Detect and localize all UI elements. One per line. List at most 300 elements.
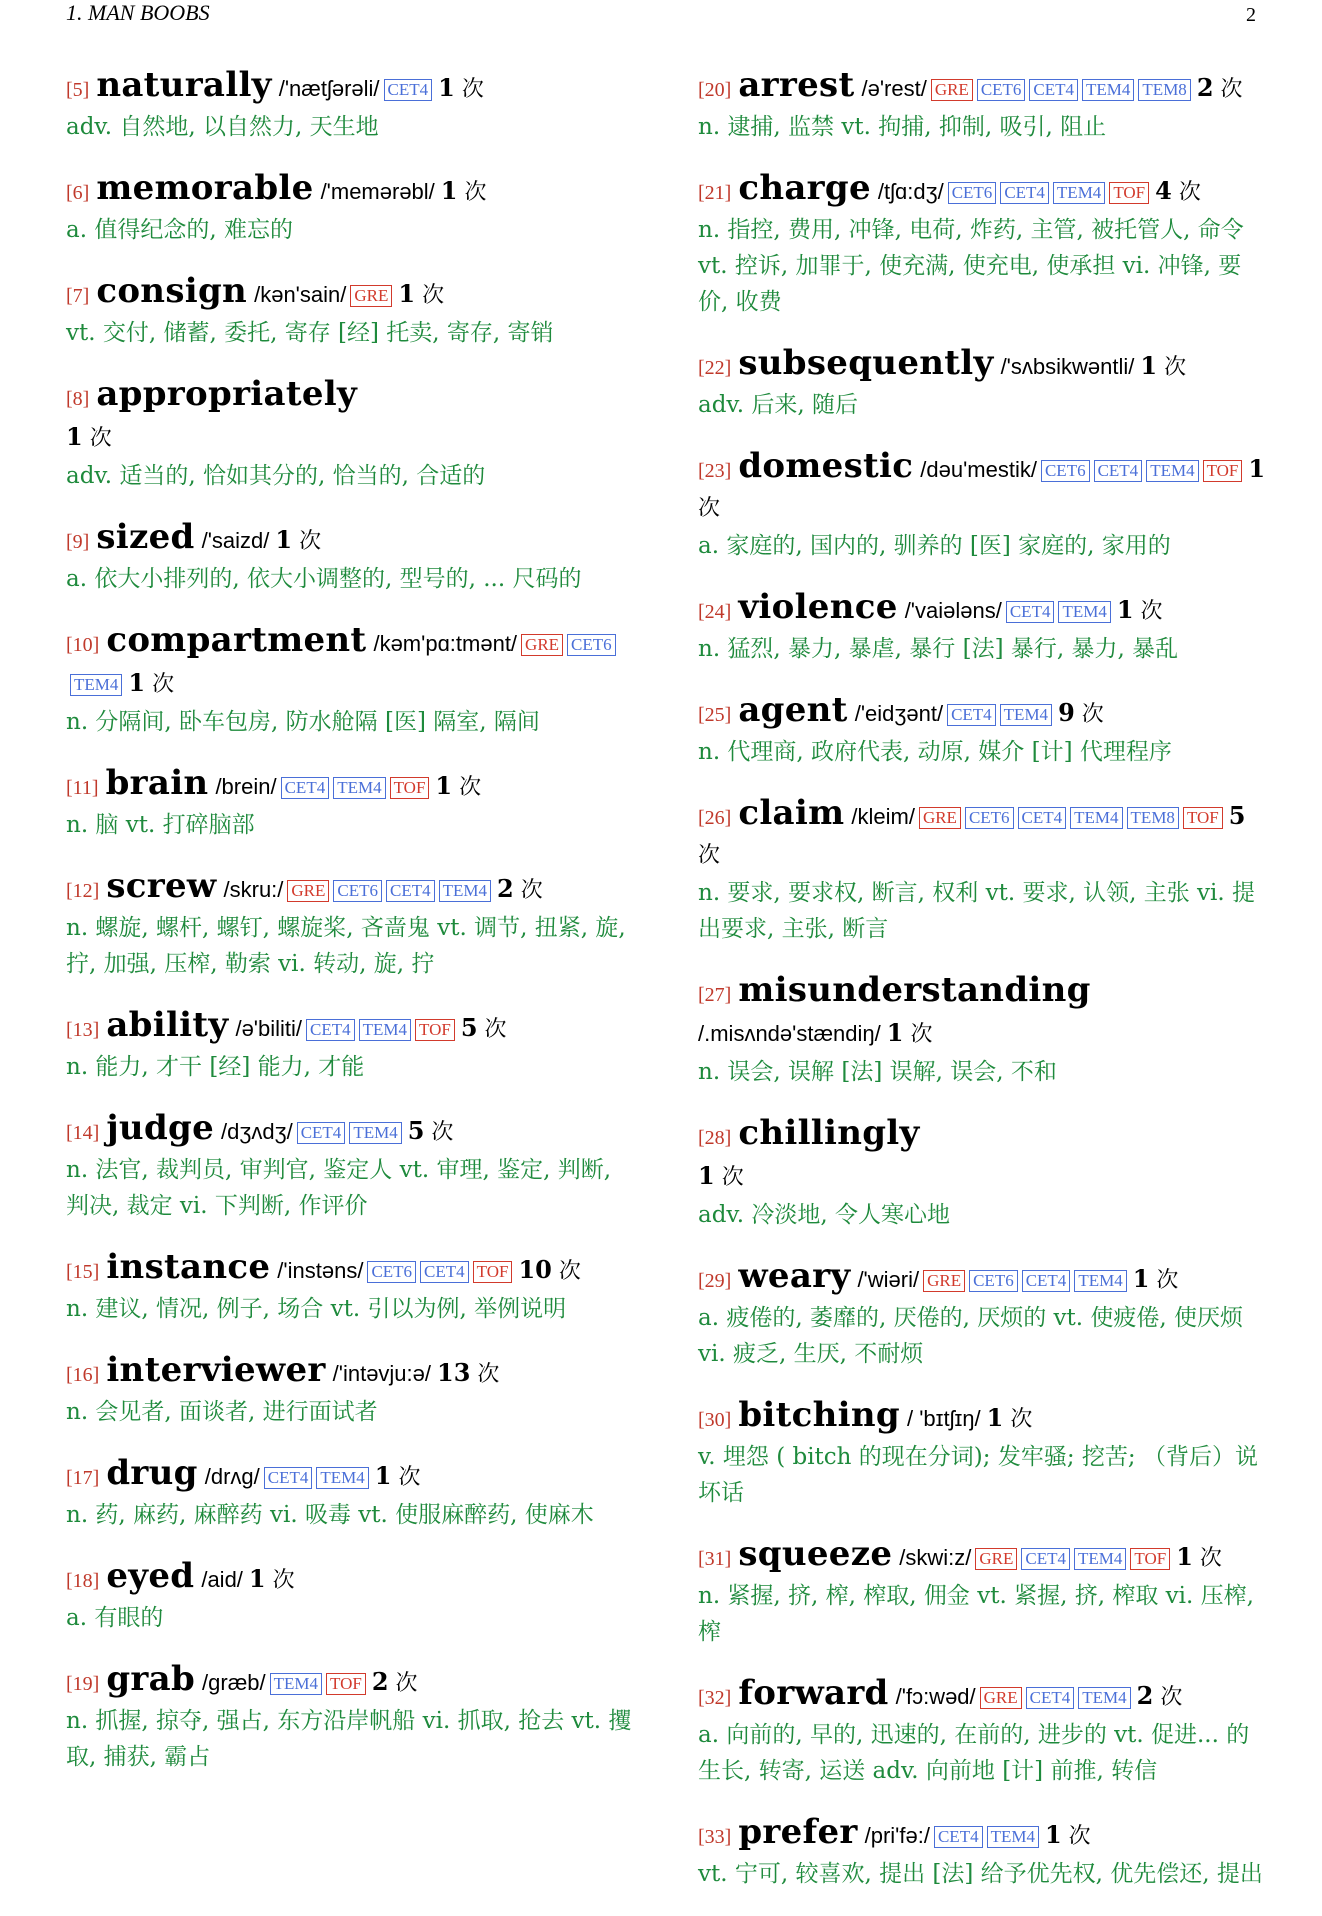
exam-tag: TOF bbox=[326, 1673, 366, 1695]
definition: n. 抓握, 掠夺, 强占, 东方沿岸帆船 vi. 抓取, 抢去 vt. 攫取, 捕获, 霸占 bbox=[66, 1708, 632, 1770]
count-unit: 次 bbox=[1140, 599, 1163, 624]
entry-index: [6] bbox=[66, 182, 90, 204]
entry-head bbox=[698, 169, 1270, 212]
count-number: 1 bbox=[1132, 1264, 1150, 1293]
vocab-entry bbox=[66, 867, 636, 982]
entry-index: [32] bbox=[698, 1687, 732, 1709]
entry-head bbox=[698, 1813, 1270, 1856]
definition: n. 代理商, 政府代表, 动原, 媒介 [计] 代理程序 bbox=[698, 739, 1172, 765]
entry-index: [10] bbox=[66, 634, 100, 656]
definition: adv. 适当的, 恰如其分的, 恰当的, 合适的 bbox=[66, 463, 486, 489]
exam-tag: CET6 bbox=[977, 79, 1026, 101]
exam-tag: CET4 bbox=[1026, 1687, 1075, 1709]
headword: charge bbox=[738, 168, 871, 208]
definition: vt. 宁可, 较喜欢, 提出 [法] 给予优先权, 优先偿还, 提出 bbox=[698, 1861, 1263, 1887]
definition: n. 误会, 误解 [法] 误解, 误会, 不和 bbox=[698, 1059, 1057, 1085]
entry-head bbox=[66, 764, 636, 807]
definition: a. 向前的, 早的, 迅速的, 在前的, 进步的 vt. 促进... 的生长, 转寄, 运送 adv. 向前地 [计] 前推, 转信 bbox=[698, 1722, 1250, 1784]
occurrence-count bbox=[248, 1564, 295, 1593]
vocab-entry bbox=[698, 691, 1270, 770]
exam-tag: GRE bbox=[975, 1548, 1017, 1570]
exam-tag: TOF bbox=[390, 777, 430, 799]
definition: adv. 自然地, 以自然力, 天生地 bbox=[66, 114, 379, 140]
right-column bbox=[698, 66, 1270, 1916]
definition: vt. 交付, 储蓄, 委托, 寄存 [经] 托卖, 寄存, 寄销 bbox=[66, 320, 554, 346]
vocab-entry bbox=[698, 971, 1270, 1090]
count-unit: 次 bbox=[461, 77, 484, 102]
entry-head bbox=[698, 1257, 1270, 1300]
count-number: 1 bbox=[438, 73, 455, 102]
count-number: 1 bbox=[440, 176, 458, 205]
exam-tag: TEM4 bbox=[359, 1019, 411, 1041]
exam-tag: CET4 bbox=[934, 1826, 983, 1848]
count-unit: 次 bbox=[1160, 1685, 1183, 1710]
headword: drug bbox=[106, 1453, 198, 1493]
count-unit: 次 bbox=[1220, 77, 1243, 102]
definition: n. 分隔间, 卧车包房, 防水舱隔 [医] 隔室, 隔间 bbox=[66, 709, 540, 735]
exam-tag: CET4 bbox=[386, 880, 435, 902]
phonetic: /kleim/ bbox=[851, 804, 915, 829]
entry-index: [27] bbox=[698, 984, 732, 1006]
phonetic: /drʌg/ bbox=[204, 1464, 260, 1489]
exam-tag: TEM4 bbox=[1000, 704, 1052, 726]
chapter-title: 1. MAN BOOBS bbox=[66, 0, 210, 25]
headword: forward bbox=[738, 1673, 889, 1713]
vocab-entry bbox=[66, 518, 636, 597]
occurrence-count bbox=[66, 418, 636, 458]
entry-index: [7] bbox=[66, 285, 90, 307]
vocab-entry bbox=[698, 1674, 1270, 1789]
headword: prefer bbox=[738, 1812, 858, 1852]
occurrence-count bbox=[460, 1013, 507, 1042]
headword: ability bbox=[106, 1005, 229, 1045]
occurrence-count bbox=[1044, 1820, 1091, 1849]
vocab-entry bbox=[66, 66, 636, 145]
entry-head bbox=[66, 1248, 636, 1291]
count-unit: 次 bbox=[558, 1259, 581, 1284]
entry-index: [23] bbox=[698, 460, 732, 482]
entry-head bbox=[698, 1396, 1270, 1439]
occurrence-count bbox=[986, 1403, 1033, 1432]
definition: a. 依大小排列的, 依大小调整的, 型号的, ... 尺码的 bbox=[66, 566, 582, 592]
headword: subsequently bbox=[738, 343, 994, 383]
count-number: 4 bbox=[1155, 176, 1172, 205]
exam-tag: TEM4 bbox=[349, 1122, 401, 1144]
phonetic: /kən'sain/ bbox=[254, 282, 347, 307]
exam-tag: CET6 bbox=[367, 1261, 416, 1283]
count-unit: 次 bbox=[520, 878, 543, 903]
count-unit: 次 bbox=[484, 1017, 507, 1042]
definition: n. 紧握, 挤, 榨, 榨取, 佣金 vt. 紧握, 挤, 榨取 vi. 压榨, 榨 bbox=[698, 1583, 1254, 1645]
headword: naturally bbox=[96, 65, 272, 105]
headword: bitching bbox=[738, 1395, 900, 1435]
entry-head bbox=[698, 447, 1270, 528]
entry-head bbox=[698, 1114, 1270, 1197]
occurrence-count bbox=[1132, 1264, 1179, 1293]
count-number: 1 bbox=[435, 771, 453, 800]
occurrence-count bbox=[518, 1255, 581, 1284]
entry-index: [15] bbox=[66, 1261, 100, 1283]
count-unit: 次 bbox=[698, 843, 721, 868]
entry-head bbox=[698, 794, 1270, 875]
definition: adv. 冷淡地, 令人寒心地 bbox=[698, 1202, 950, 1228]
phonetic: /'eidʒənt/ bbox=[854, 701, 944, 726]
phonetic: /pri'fə:/ bbox=[864, 1823, 930, 1848]
entry-head bbox=[698, 1535, 1270, 1578]
entry-head bbox=[66, 518, 636, 561]
exam-tag: TOF bbox=[473, 1261, 513, 1283]
count-number: 1 bbox=[275, 525, 293, 554]
count-number: 1 bbox=[1176, 1542, 1193, 1571]
entry-head bbox=[698, 344, 1270, 387]
count-number: 9 bbox=[1058, 698, 1075, 727]
entry-head bbox=[66, 1351, 636, 1394]
exam-tag: GRE bbox=[350, 285, 392, 307]
vocab-entry bbox=[698, 1535, 1270, 1650]
entry-index: [18] bbox=[66, 1570, 100, 1592]
vocab-entry bbox=[698, 1114, 1270, 1233]
entry-index: [21] bbox=[698, 182, 732, 204]
exam-tag: TEM4 bbox=[1058, 601, 1110, 623]
count-unit: 次 bbox=[1199, 1546, 1222, 1571]
entry-head bbox=[698, 66, 1270, 109]
phonetic: /dəu'mestik/ bbox=[920, 457, 1037, 482]
exam-tag: CET4 bbox=[1029, 79, 1078, 101]
vocab-entry bbox=[66, 1351, 636, 1430]
vocab-entry bbox=[698, 66, 1270, 145]
exam-tag: TEM4 bbox=[987, 1826, 1039, 1848]
exam-tag: GRE bbox=[919, 807, 961, 829]
definition: a. 有眼的 bbox=[66, 1605, 164, 1631]
exam-tag: GRE bbox=[287, 880, 329, 902]
exam-tag: TEM4 bbox=[1146, 460, 1198, 482]
count-unit: 次 bbox=[1068, 1824, 1091, 1849]
count-unit: 次 bbox=[459, 775, 482, 800]
headword: sized bbox=[96, 517, 195, 557]
headword: claim bbox=[738, 793, 845, 833]
entry-head bbox=[66, 66, 636, 109]
headword: squeeze bbox=[738, 1534, 893, 1574]
occurrence-count bbox=[398, 279, 445, 308]
occurrence-count bbox=[497, 874, 543, 903]
definition: a. 值得纪念的, 难忘的 bbox=[66, 217, 293, 243]
count-number: 1 bbox=[1248, 454, 1266, 483]
count-number: 1 bbox=[66, 422, 83, 451]
count-unit: 次 bbox=[1156, 1268, 1179, 1293]
exam-tag: TOF bbox=[1109, 182, 1149, 204]
exam-tag: TEM4 bbox=[70, 674, 122, 696]
count-number: 1 bbox=[398, 279, 416, 308]
entry-index: [13] bbox=[66, 1019, 100, 1041]
headword: eyed bbox=[106, 1556, 195, 1596]
page-header bbox=[66, 0, 1256, 30]
exam-tag: TEM4 bbox=[1074, 1270, 1126, 1292]
entry-index: [26] bbox=[698, 807, 732, 829]
entry-index: [22] bbox=[698, 357, 732, 379]
entry-index: [29] bbox=[698, 1270, 732, 1292]
headword: memorable bbox=[96, 168, 314, 208]
entry-head bbox=[66, 621, 636, 704]
vocab-entry bbox=[66, 272, 636, 351]
entry-index: [25] bbox=[698, 704, 732, 726]
exam-tag: GRE bbox=[923, 1270, 965, 1292]
entry-index: [28] bbox=[698, 1127, 732, 1149]
exam-tag: CET4 bbox=[947, 704, 996, 726]
vocab-entry bbox=[66, 1454, 636, 1533]
vocab-entry bbox=[66, 1109, 636, 1224]
headword: brain bbox=[105, 763, 209, 803]
occurrence-count bbox=[698, 1157, 1270, 1197]
phonetic: / 'bɪtʃɪŋ/ bbox=[906, 1406, 981, 1431]
vocab-entry bbox=[698, 794, 1270, 947]
count-unit: 次 bbox=[1081, 702, 1104, 727]
occurrence-count bbox=[407, 1116, 454, 1145]
headword: arrest bbox=[738, 65, 855, 105]
exam-tag: CET4 bbox=[306, 1019, 355, 1041]
count-unit: 次 bbox=[398, 1465, 421, 1490]
vocab-entry bbox=[66, 1006, 636, 1085]
definition: n. 法官, 裁判员, 审判官, 鉴定人 vt. 审理, 鉴定, 判断, 判决, 裁定 vi. 下判断, 作评价 bbox=[66, 1157, 612, 1219]
vocab-entry bbox=[66, 1248, 636, 1327]
exam-tag: TEM4 bbox=[1082, 79, 1134, 101]
headword: domestic bbox=[738, 446, 914, 486]
exam-tag: CET4 bbox=[1018, 807, 1067, 829]
count-unit: 次 bbox=[431, 1120, 454, 1145]
occurrence-count bbox=[275, 525, 322, 554]
headword: consign bbox=[96, 271, 248, 311]
definition: a. 疲倦的, 萎靡的, 厌倦的, 厌烦的 vt. 使疲倦, 使厌烦 vi. 疲乏, 生厌, 不耐烦 bbox=[698, 1305, 1243, 1367]
occurrence-count bbox=[1116, 595, 1163, 624]
count-number: 10 bbox=[518, 1255, 552, 1284]
definition: n. 能力, 才干 [经] 能力, 才能 bbox=[66, 1054, 365, 1080]
exam-tag: CET6 bbox=[333, 880, 382, 902]
exam-tag: TEM4 bbox=[316, 1467, 368, 1489]
headword: violence bbox=[738, 587, 898, 627]
exam-tag: TOF bbox=[1130, 1548, 1170, 1570]
entry-index: [16] bbox=[66, 1364, 100, 1386]
definition: n. 要求, 要求权, 断言, 权利 vt. 要求, 认领, 主张 vi. 提出要求, 主张, 断言 bbox=[698, 880, 1255, 942]
phonetic: /ə'biliti/ bbox=[235, 1016, 303, 1041]
vocab-entry bbox=[698, 1813, 1270, 1892]
count-unit: 次 bbox=[1178, 180, 1201, 205]
count-number: 1 bbox=[248, 1564, 266, 1593]
headword: judge bbox=[106, 1108, 215, 1148]
count-number: 2 bbox=[1136, 1681, 1154, 1710]
entry-head bbox=[66, 1557, 636, 1600]
exam-tag: TEM4 bbox=[1070, 807, 1122, 829]
occurrence-count bbox=[437, 1358, 500, 1387]
count-unit: 次 bbox=[395, 1671, 418, 1696]
definition: n. 指控, 费用, 冲锋, 电荷, 炸药, 主管, 被托管人, 命令 vt. 控诉, 加罪于, 使充满, 使充电, 使承担 vi. 冲锋, 要价, 收费 bbox=[698, 217, 1244, 315]
entry-index: [20] bbox=[698, 79, 732, 101]
exam-tag: TEM4 bbox=[1078, 1687, 1130, 1709]
headword: agent bbox=[738, 690, 848, 730]
definition: n. 逮捕, 监禁 vt. 拘捕, 抑制, 吸引, 阻止 bbox=[698, 114, 1107, 140]
vocab-entry bbox=[698, 447, 1270, 564]
exam-tag: TEM8 bbox=[1138, 79, 1190, 101]
count-number: 2 bbox=[497, 874, 514, 903]
phonetic: /'instəns/ bbox=[277, 1258, 364, 1283]
exam-tag: CET6 bbox=[965, 807, 1014, 829]
exam-tag: CET6 bbox=[1041, 460, 1090, 482]
exam-tag: CET6 bbox=[969, 1270, 1018, 1292]
headword: chillingly bbox=[738, 1113, 920, 1153]
definition: n. 脑 vt. 打碎脑部 bbox=[66, 812, 255, 838]
count-number: 1 bbox=[128, 668, 146, 697]
phonetic: /græb/ bbox=[202, 1670, 266, 1695]
exam-tag: TOF bbox=[1203, 460, 1243, 482]
count-unit: 次 bbox=[1164, 355, 1187, 380]
entry-head bbox=[66, 375, 636, 458]
phonetic: /aid/ bbox=[201, 1567, 243, 1592]
vocab-entry bbox=[698, 344, 1270, 423]
count-unit: 次 bbox=[422, 283, 445, 308]
exam-tag: TOF bbox=[1183, 807, 1223, 829]
count-number: 5 bbox=[1228, 801, 1246, 830]
exam-tag: CET4 bbox=[1000, 182, 1049, 204]
count-number: 1 bbox=[374, 1461, 392, 1490]
definition: v. 埋怨 ( bitch 的现在分词); 发牢骚; 挖苦; （背后）说坏话 bbox=[698, 1444, 1258, 1506]
exam-tag: CET4 bbox=[1021, 1548, 1070, 1570]
exam-tag: CET4 bbox=[384, 79, 433, 101]
occurrence-count bbox=[128, 668, 175, 697]
exam-tag: CET4 bbox=[281, 777, 330, 799]
exam-tag: CET4 bbox=[297, 1122, 346, 1144]
vocab-entry bbox=[66, 375, 636, 494]
definition: a. 家庭的, 国内的, 驯养的 [医] 家庭的, 家用的 bbox=[698, 533, 1171, 559]
phonetic: /kəm'pɑ:tmənt/ bbox=[373, 631, 518, 656]
exam-tag: CET6 bbox=[567, 634, 616, 656]
occurrence-count bbox=[1140, 351, 1187, 380]
count-number: 1 bbox=[886, 1018, 904, 1047]
phonetic: /dʒʌdʒ/ bbox=[221, 1119, 293, 1144]
phonetic: /'nætʃərəli/ bbox=[278, 76, 380, 101]
phonetic: /'fɔ:wəd/ bbox=[895, 1684, 976, 1709]
occurrence-count bbox=[435, 771, 482, 800]
entry-index: [33] bbox=[698, 1826, 732, 1848]
definition: n. 螺旋, 螺杆, 螺钉, 螺旋桨, 吝啬鬼 vt. 调节, 扭紧, 旋, 拧, 加强, 压榨, 勒索 vi. 转动, 旋, 拧 bbox=[66, 915, 626, 977]
entry-index: [11] bbox=[66, 777, 99, 799]
exam-tag: CET4 bbox=[420, 1261, 469, 1283]
entry-head bbox=[698, 971, 1270, 1054]
entry-head bbox=[66, 867, 636, 910]
phonetic: /brein/ bbox=[215, 774, 277, 799]
occurrence-count bbox=[438, 73, 484, 102]
phonetic: /skru:/ bbox=[223, 877, 284, 902]
entry-head bbox=[66, 169, 636, 212]
phonetic: /'vaiələns/ bbox=[904, 598, 1002, 623]
headword: appropriately bbox=[96, 374, 358, 414]
vocab-entry bbox=[698, 1257, 1270, 1372]
phonetic: /ə'rest/ bbox=[861, 76, 927, 101]
occurrence-count bbox=[1196, 73, 1243, 102]
occurrence-count bbox=[886, 1018, 933, 1047]
phonetic: /.misʌndə'stændiŋ/ bbox=[698, 1021, 881, 1046]
entry-index: [19] bbox=[66, 1673, 100, 1695]
vocab-entry bbox=[698, 588, 1270, 667]
count-unit: 次 bbox=[464, 180, 487, 205]
count-unit: 次 bbox=[698, 496, 721, 521]
phonetic: /'wiəri/ bbox=[857, 1267, 920, 1292]
occurrence-count bbox=[1155, 176, 1201, 205]
occurrence-count bbox=[440, 176, 487, 205]
count-number: 1 bbox=[1140, 351, 1158, 380]
entry-head bbox=[698, 691, 1270, 734]
occurrence-count bbox=[1058, 698, 1104, 727]
count-number: 5 bbox=[460, 1013, 478, 1042]
entry-index: [31] bbox=[698, 1548, 732, 1570]
count-unit: 次 bbox=[477, 1362, 500, 1387]
count-number: 2 bbox=[1196, 73, 1214, 102]
count-number: 1 bbox=[698, 1161, 715, 1190]
vocab-entry bbox=[66, 764, 636, 843]
count-number: 1 bbox=[1116, 595, 1134, 624]
exam-tag: TEM4 bbox=[1053, 182, 1105, 204]
count-number: 5 bbox=[407, 1116, 425, 1145]
phonetic: /'sʌbsikwəntli/ bbox=[1000, 354, 1135, 379]
entry-index: [9] bbox=[66, 531, 90, 553]
entry-head bbox=[66, 1454, 636, 1497]
exam-tag: CET6 bbox=[948, 182, 997, 204]
headword: screw bbox=[106, 866, 217, 906]
exam-tag: TEM8 bbox=[1127, 807, 1179, 829]
headword: weary bbox=[738, 1256, 851, 1296]
headword: compartment bbox=[106, 620, 367, 660]
exam-tag: TEM4 bbox=[439, 880, 491, 902]
entry-head bbox=[66, 272, 636, 315]
phonetic: /'saizd/ bbox=[201, 528, 270, 553]
exam-tag: CET4 bbox=[1006, 601, 1055, 623]
phonetic: /tʃɑ:dʒ/ bbox=[877, 179, 944, 204]
vocab-entry bbox=[698, 169, 1270, 320]
vocab-entry bbox=[66, 621, 636, 740]
page-number: 2 bbox=[1246, 4, 1256, 26]
headword: misunderstanding bbox=[738, 970, 1091, 1010]
count-unit: 次 bbox=[89, 426, 112, 451]
occurrence-count bbox=[1176, 1542, 1222, 1571]
count-unit: 次 bbox=[152, 672, 175, 697]
count-unit: 次 bbox=[1010, 1407, 1033, 1432]
exam-tag: TEM4 bbox=[1074, 1548, 1126, 1570]
headword: interviewer bbox=[106, 1350, 326, 1390]
count-unit: 次 bbox=[910, 1022, 933, 1047]
vocab-entry bbox=[698, 1396, 1270, 1511]
count-number: 13 bbox=[437, 1358, 471, 1387]
headword: grab bbox=[106, 1659, 196, 1699]
entry-head bbox=[698, 588, 1270, 631]
phonetic: /'intəvju:ə/ bbox=[332, 1361, 432, 1386]
occurrence-count bbox=[1136, 1681, 1183, 1710]
exam-tag: GRE bbox=[931, 79, 973, 101]
entry-index: [12] bbox=[66, 880, 100, 902]
count-unit: 次 bbox=[299, 529, 322, 554]
entry-head bbox=[66, 1109, 636, 1152]
vocab-entry bbox=[66, 1660, 636, 1775]
definition: n. 猛烈, 暴力, 暴虐, 暴行 [法] 暴行, 暴力, 暴乱 bbox=[698, 636, 1179, 662]
occurrence-count bbox=[371, 1667, 418, 1696]
headword: instance bbox=[106, 1247, 271, 1287]
entry-index: [5] bbox=[66, 79, 90, 101]
exam-tag: GRE bbox=[980, 1687, 1022, 1709]
entry-index: [30] bbox=[698, 1409, 732, 1431]
vocab-entry bbox=[66, 1557, 636, 1636]
exam-tag: GRE bbox=[521, 634, 563, 656]
vocab-entry bbox=[66, 169, 636, 248]
exam-tag: CET4 bbox=[1094, 460, 1143, 482]
count-unit: 次 bbox=[272, 1568, 295, 1593]
entry-index: [24] bbox=[698, 601, 732, 623]
entry-index: [17] bbox=[66, 1467, 100, 1489]
